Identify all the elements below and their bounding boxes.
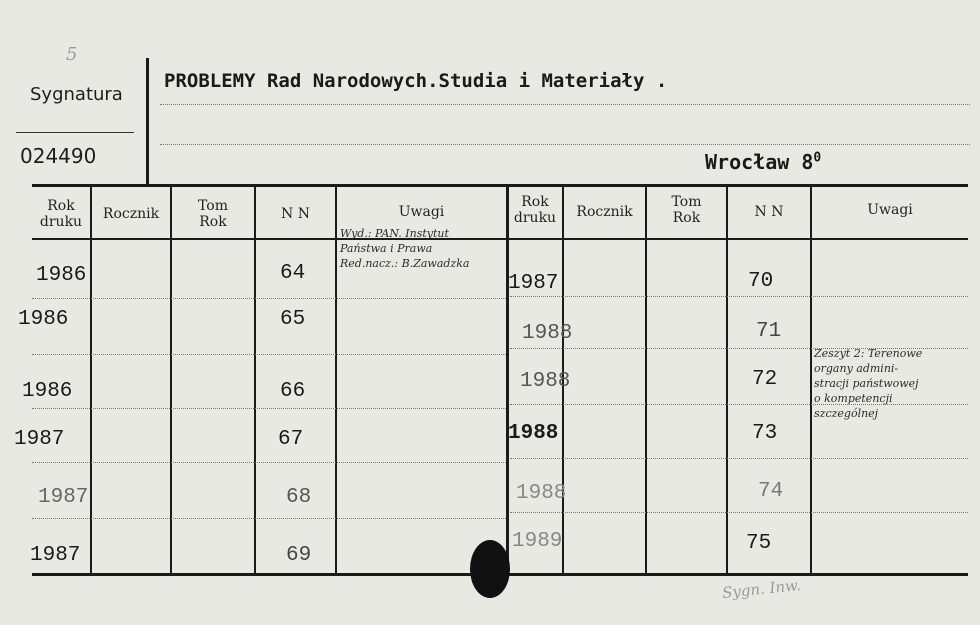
table-row-nn: 69 (286, 544, 312, 567)
table-row-nn: 70 (748, 270, 774, 293)
table-row-nn: 66 (280, 380, 306, 403)
table-row-rok: 1987 (14, 428, 65, 451)
row-guide (32, 518, 506, 519)
table-row-rok: 1986 (22, 380, 73, 403)
col-header-nn-right: N N (754, 204, 784, 220)
row-guide (32, 298, 506, 299)
table-row-rok: 1988 (516, 482, 567, 505)
col-line (645, 186, 647, 574)
table-header-rule (32, 238, 968, 240)
publisher-remark: Wyd.: PAN. Instytut Państwa i Prawa Red.nacz.: B.Zawadzka (340, 227, 470, 270)
table-row-nn: 72 (752, 368, 778, 391)
col-header-uwagi: Uwagi (398, 204, 445, 220)
table-row-rok: 1988 (520, 370, 571, 393)
punch-hole (470, 540, 510, 598)
footer-note: Sygn. Inw. (721, 575, 802, 603)
table-row-rok: 1986 (18, 308, 69, 331)
table-row-nn: 75 (746, 532, 772, 555)
col-header-tom-rok: Tom Rok (198, 198, 228, 230)
col-line (90, 186, 92, 574)
table-row-rok: 1987 (38, 486, 89, 509)
sygnatura-label: Sygnatura (30, 84, 123, 105)
col-line (254, 186, 256, 574)
title-dotted-line (160, 104, 970, 105)
table-row-nn: 65 (280, 308, 306, 331)
table-row-nn: 64 (280, 262, 306, 285)
col-header-tom-rok-right: Tom Rok (671, 194, 702, 226)
col-header-rok-druku-right: Rok druku (513, 194, 557, 226)
table-row-rok: 1988 (508, 422, 559, 445)
row-guide (510, 512, 968, 513)
col-line (810, 186, 812, 574)
header-divider (146, 58, 149, 186)
place-format: Wrocław $8^0$ (705, 150, 822, 174)
row-guide (32, 408, 506, 409)
col-line (726, 186, 728, 574)
title-dotted-line-2 (160, 144, 970, 145)
col-header-uwagi-right: Uwagi (867, 202, 913, 218)
col-header-rok-druku: Rok druku (39, 198, 83, 230)
col-line (506, 186, 509, 574)
row-guide (510, 458, 968, 459)
table-row-rok: 1987 (30, 544, 81, 567)
row-guide (510, 296, 968, 297)
table-row-nn: 67 (278, 428, 304, 451)
row-guide (32, 354, 506, 355)
corner-mark: 5 (66, 44, 78, 65)
table-row-nn: 68 (286, 486, 312, 509)
card-title: PROBLEMY Rad Narodowych.Studia i Materiały . (164, 70, 668, 92)
table-row-rok: 1986 (36, 264, 87, 287)
col-line (170, 186, 172, 574)
table-row-rok: 1989 (512, 530, 563, 553)
row-guide (510, 348, 968, 349)
table-row-nn: 73 (752, 422, 778, 445)
col-line (335, 186, 337, 574)
table-row-nn: 74 (758, 480, 784, 503)
table-top-rule (32, 184, 968, 187)
row-guide (510, 404, 968, 405)
table-row-rok: 1988 (522, 322, 573, 345)
issue-remark: Zeszyt 2: Terenowe organy admini- stracji państwowej o kompetencji szczególnej (814, 347, 923, 420)
signature-rule (16, 132, 134, 133)
table-row-nn: 71 (756, 320, 782, 343)
col-header-rocznik: Rocznik (102, 206, 160, 222)
signature-number: 024490 (20, 144, 97, 168)
col-header-nn: N N (281, 206, 310, 222)
col-header-rocznik-right: Rocznik (576, 204, 633, 220)
row-guide (32, 462, 506, 463)
table-row-rok: 1987 (508, 272, 559, 295)
